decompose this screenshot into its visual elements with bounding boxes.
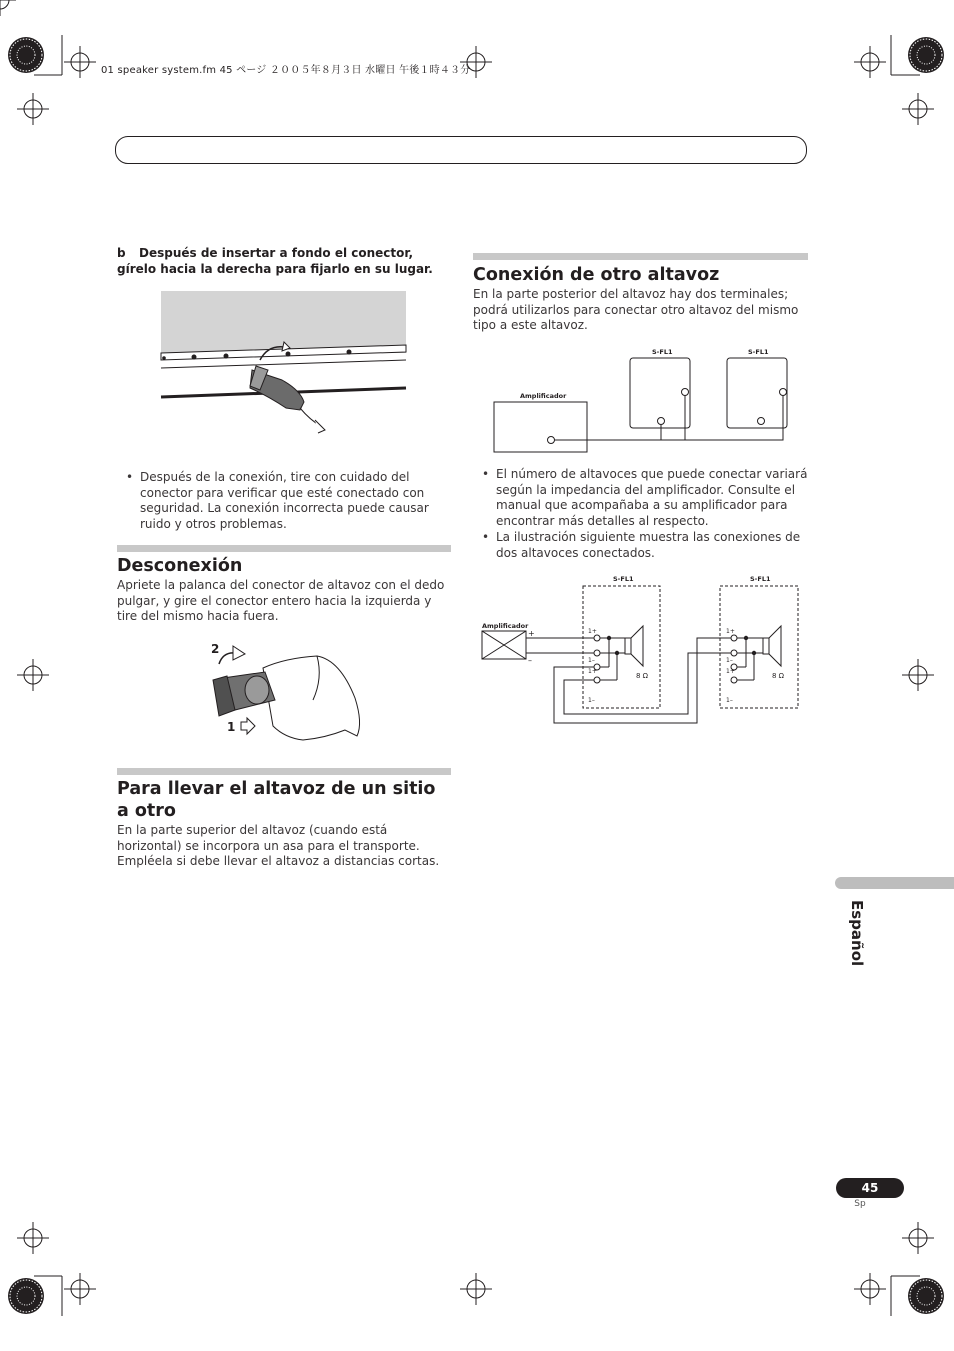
impedance-label: 8 Ω: [772, 672, 785, 680]
bullet-item: • La ilustración siguiente muestra las conexiones de dos altavoces conectados.: [473, 530, 808, 561]
bullet-item: • El número de altavoces que puede conectar variará según la impedancia del amplificador. Consulte el manual que acompañaba a su amplificador para encontrar más detalles al respecto.: [473, 467, 808, 529]
minus-label: –: [528, 656, 532, 665]
page-number: 45: [836, 1178, 904, 1198]
speaker-label: S-FL1: [748, 348, 769, 356]
terminal-label: 1–: [726, 657, 733, 664]
section-title-desconexion: Desconexión: [117, 556, 243, 576]
speaker-label: S-FL1: [750, 575, 771, 583]
daisy-chain-diagram: [490, 342, 800, 457]
disconnect-body: Apriete la palanca del conector de altavoz con el dedo pulgar, y gire el conector entero hacia la izquierda y tire del mismo hacia fuera.: [117, 578, 445, 623]
amp-label: Amplificador: [482, 622, 529, 630]
terminal-label: 1–: [726, 697, 733, 704]
terminal-label: 1–: [588, 657, 595, 664]
language-label: [842, 900, 868, 980]
terminal-label: 1+: [726, 668, 735, 675]
after-connection-bullets: [117, 470, 450, 533]
section-rule: [117, 545, 451, 552]
connector-insert-illustration: [160, 290, 408, 435]
language-tab-bar: [835, 877, 954, 889]
plus-label: +: [528, 629, 535, 638]
disconnect-illustration: [205, 638, 365, 753]
language-text: Español: [848, 900, 866, 967]
bullet-item: • Después de la conexión, tire con cuidado del conector para verificar que esté conectado con seguridad. La conexión incorrecta puede causar ruido y otros problemas.: [117, 470, 450, 532]
terminal-label: 1+: [726, 628, 735, 635]
step-b: [117, 246, 447, 277]
section-title-carry: Para llevar el altavoz de un sitio a otro: [117, 779, 436, 821]
speaker-label: S-FL1: [652, 348, 673, 356]
step-label-2: 2: [211, 642, 220, 656]
impedance-label: 8 Ω: [636, 672, 649, 680]
page-suffix: Sp: [854, 1199, 866, 1209]
carry-body: En la parte superior del altavoz (cuando está horizontal) se incorpora un asa para el transporte. Empléela si debe llevar el altavoz a distancias cortas.: [117, 823, 440, 868]
terminal-label: 1–: [588, 697, 595, 704]
section-rule: [473, 253, 808, 260]
step-marker: b: [117, 246, 126, 260]
amp-label: Amplificador: [520, 392, 567, 400]
connect-other-body: En la parte posterior del altavoz hay dos terminales; podrá utilizarlos para conectar otro altavoz del mismo tipo a este altavoz.: [473, 287, 799, 332]
terminal-label: 1+: [588, 668, 597, 675]
step-b-text: Después de insertar a fondo el conector, gírelo hacia la derecha para fijarlo en su lugar.: [117, 246, 433, 276]
file-info-header: 01 speaker system.fm 45 ページ ２００５年８月３日 水曜日 午後１時４３分: [101, 65, 471, 76]
wiring-diagram: [478, 570, 803, 730]
speaker-label: S-FL1: [613, 575, 634, 583]
terminal-label: 1+: [588, 628, 597, 635]
section-title-connect-other: Conexión de otro altavoz: [473, 265, 720, 285]
header-bar: [115, 136, 807, 164]
section-rule: [117, 768, 451, 775]
step-label-1: 1: [227, 720, 236, 734]
connect-other-bullets: [473, 467, 808, 562]
